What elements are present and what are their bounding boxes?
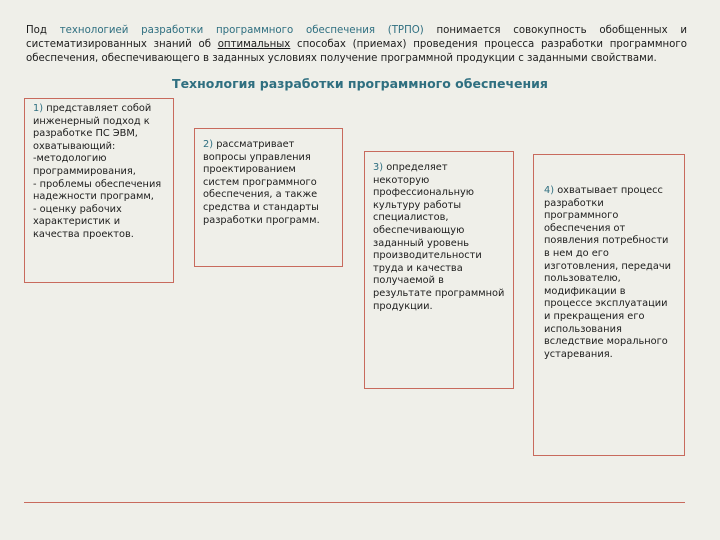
box-number: 3) <box>373 162 384 173</box>
box-text: охватывает процесс разработки программного обеспечения от появления потребности в нем до его изготовления, передачи пользователю, модификации в процессе эксплуатации и прекращения его использования вследствие морального устаревания. <box>544 185 671 360</box>
section-heading: Технология разработки программного обеспечения <box>172 76 548 91</box>
box-number: 1) <box>33 103 44 114</box>
box-number: 2) <box>203 139 214 150</box>
box-text: определяет некоторую профессиональную культуру работы специалистов, обеспечивающую заданный уровень производительности труда и качества получаемой в результате программной продукции. <box>373 162 505 312</box>
definition-box-3 <box>364 151 514 389</box>
definition-box-4 <box>533 154 685 456</box>
definition-box-1 <box>24 98 174 283</box>
box-number: 4) <box>544 185 555 196</box>
definition-box-2 <box>194 128 343 267</box>
box-text: представляет собой инженерный подход к разработке ПС ЭВМ, охватывающий: <box>33 103 152 152</box>
box-list-item: - проблемы обеспечения надежности программ, <box>33 178 162 203</box>
box-list-item: - оценку рабочих характеристик и качества проектов. <box>33 203 134 240</box>
box-text: рассматривает вопросы управления проектированием систем программного обеспечения, а также средства и стандарты разработки программ. <box>203 139 320 226</box>
intro-mid: понимается совокупность обобщенных и систематизированных знаний об <box>26 25 687 50</box>
bottom-divider <box>24 502 685 503</box>
intro-tail: способах (приемах) проведения процесса разработки программного обеспечения, обеспечивающего в заданных условиях получение программной продукции с заданными свойствами. <box>26 39 687 64</box>
box-list-item: -методологию программирования, <box>33 153 136 177</box>
intro-term: технологией разработки программного обеспечения (ТРПО) <box>59 25 424 36</box>
intro-underlined-word: оптимальных <box>217 39 291 50</box>
intro-paragraph <box>26 24 687 66</box>
intro-lead: Под <box>26 25 60 36</box>
